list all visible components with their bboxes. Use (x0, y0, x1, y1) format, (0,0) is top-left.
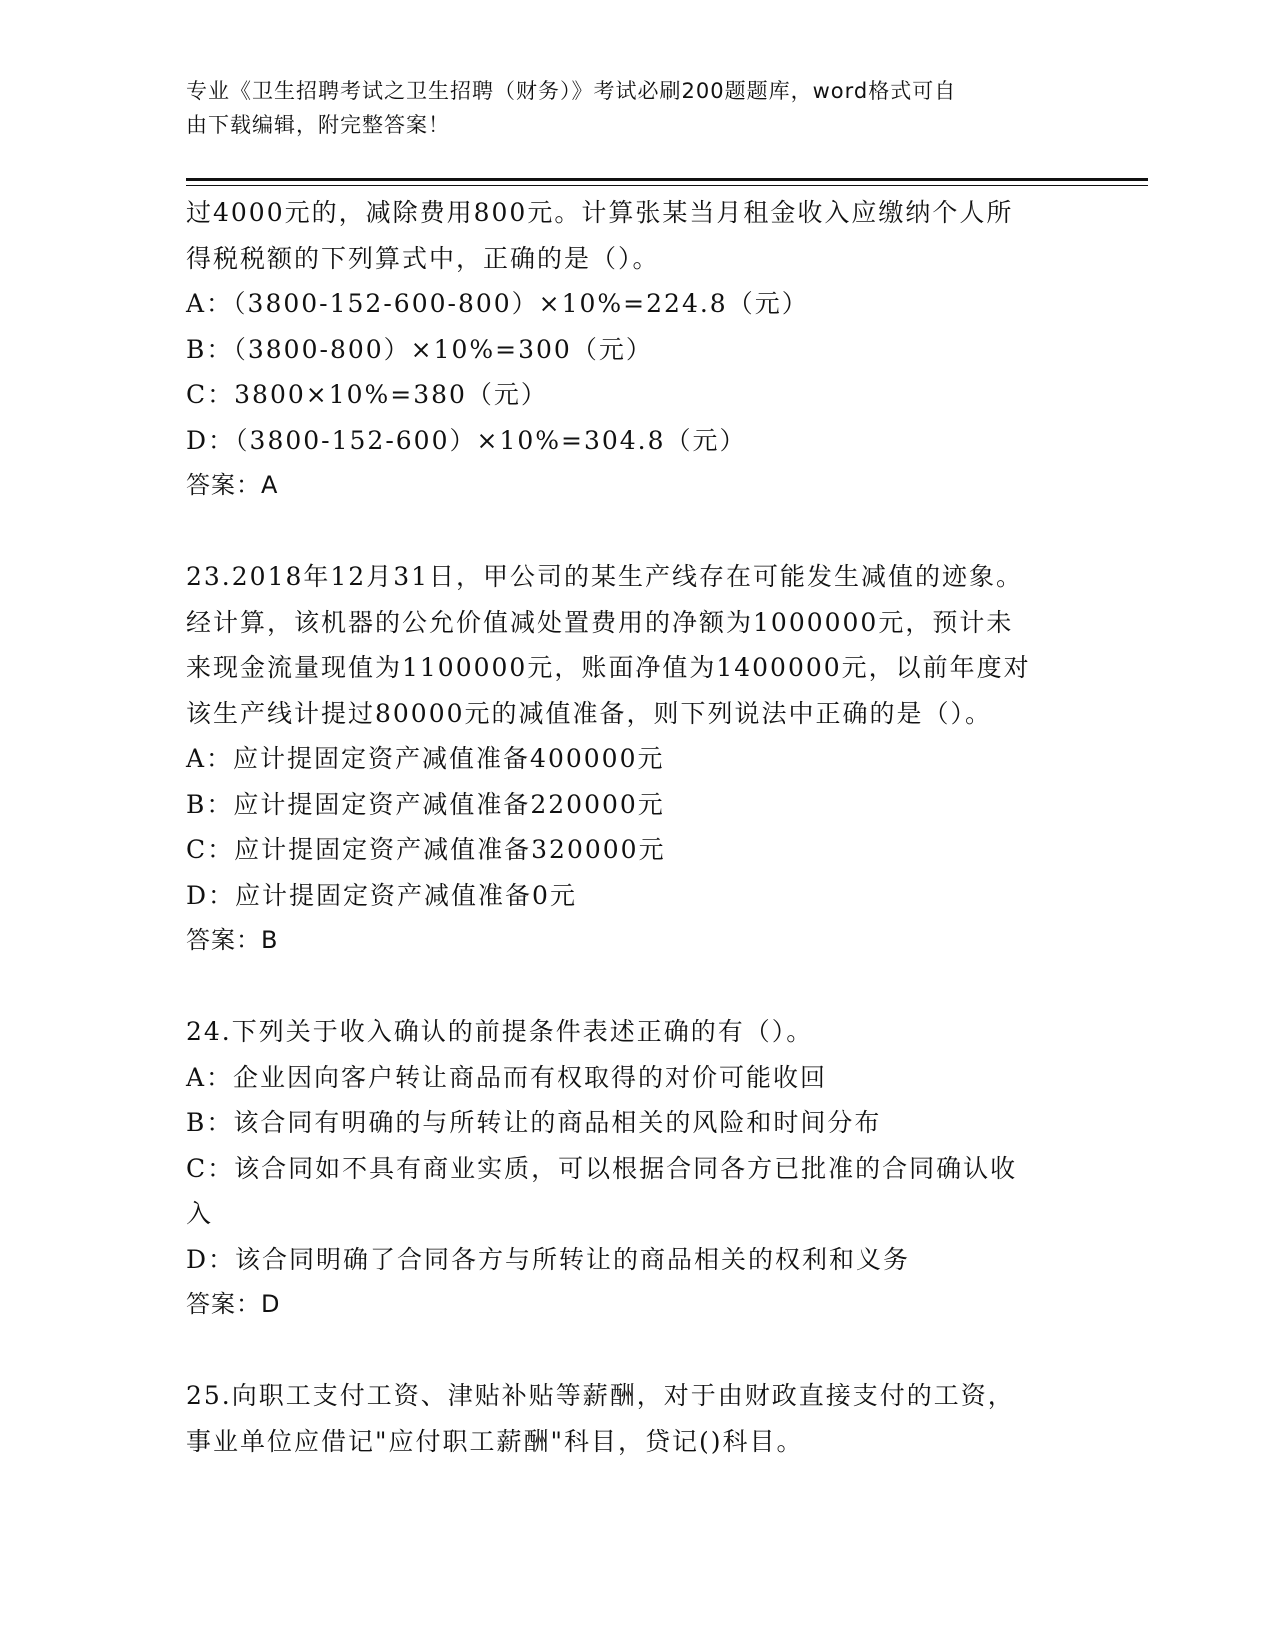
option-d: D：该合同明确了合同各方与所转让的商品相关的权利和义务 (186, 1244, 911, 1274)
header-divider-thick (186, 178, 1148, 181)
question-spacer (186, 509, 1086, 555)
option-c: C：3800×10%=380（元） (186, 380, 548, 409)
question-spacer (186, 964, 1086, 1010)
question-stem-line: 23.2018年12月31日，甲公司的某生产线存在可能发生减值的迹象。 (186, 562, 1024, 591)
document-body (186, 190, 1086, 1464)
option-a: A：企业因向客户转让商品而有权取得的对价可能收回 (186, 1062, 828, 1092)
option-b: B：应计提固定资产减值准备220000元 (186, 789, 665, 819)
question-stem-line: 事业单位应借记"应付职工薪酬"科目，贷记()科目。 (186, 1426, 804, 1456)
question-25 (186, 1373, 1086, 1464)
option-d: D：（3800-152-600）×10%=304.8（元） (186, 425, 747, 455)
question-stem-line: 24.下列关于收入确认的前提条件表述正确的有（）。 (186, 1017, 814, 1046)
question-stem-line: 过4000元的，减除费用800元。计算张某当月租金收入应缴纳个人所 (186, 198, 1014, 227)
question-23 (186, 554, 1086, 964)
option-a: A：应计提固定资产减值准备400000元 (186, 744, 665, 773)
header-title-line-2: 由下载编辑，附完整答案！ (186, 113, 450, 137)
option-b: B：（3800-800）×10%=300（元） (186, 334, 653, 364)
header-divider-thin (186, 185, 1148, 186)
option-d: D：应计提固定资产减值准备0元 (186, 880, 577, 910)
document-header (186, 74, 1086, 142)
answer-line: 答案：D (186, 1290, 281, 1318)
option-c-continuation: 入 (186, 1199, 214, 1228)
option-a: A：（3800-152-600-800）×10%=224.8（元） (186, 289, 809, 318)
question-stem-line: 来现金流量现值为1100000元，账面净值为1400000元，以前年度对 (186, 653, 1031, 682)
question-stem-line: 该生产线计提过80000元的减值准备，则下列说法中正确的是（）。 (186, 698, 993, 728)
answer-line: 答案：B (186, 926, 279, 954)
question-stem-line: 得税税额的下列算式中，正确的是（）。 (186, 243, 660, 273)
question-stem-line: 25.向职工支付工资、津贴补贴等薪酬，对于由财政直接支付的工资， (186, 1381, 1015, 1410)
answer-line: 答案：A (186, 471, 279, 499)
header-title-line-1: 专业《卫生招聘考试之卫生招聘（财务）》考试必刷200题题库，word格式可自 (186, 79, 957, 103)
question-spacer (186, 1328, 1086, 1374)
question-stem-line: 经计算，该机器的公允价值减处置费用的净额为1000000元，预计未 (186, 607, 1014, 637)
option-b: B：该合同有明确的与所转让的商品相关的风险和时间分布 (186, 1108, 882, 1137)
question-24 (186, 1009, 1086, 1328)
question-22 (186, 190, 1086, 509)
option-c: C：该合同如不具有商业实质，可以根据合同各方已批准的合同确认收 (186, 1153, 1018, 1183)
option-c: C：应计提固定资产减值准备320000元 (186, 835, 666, 864)
